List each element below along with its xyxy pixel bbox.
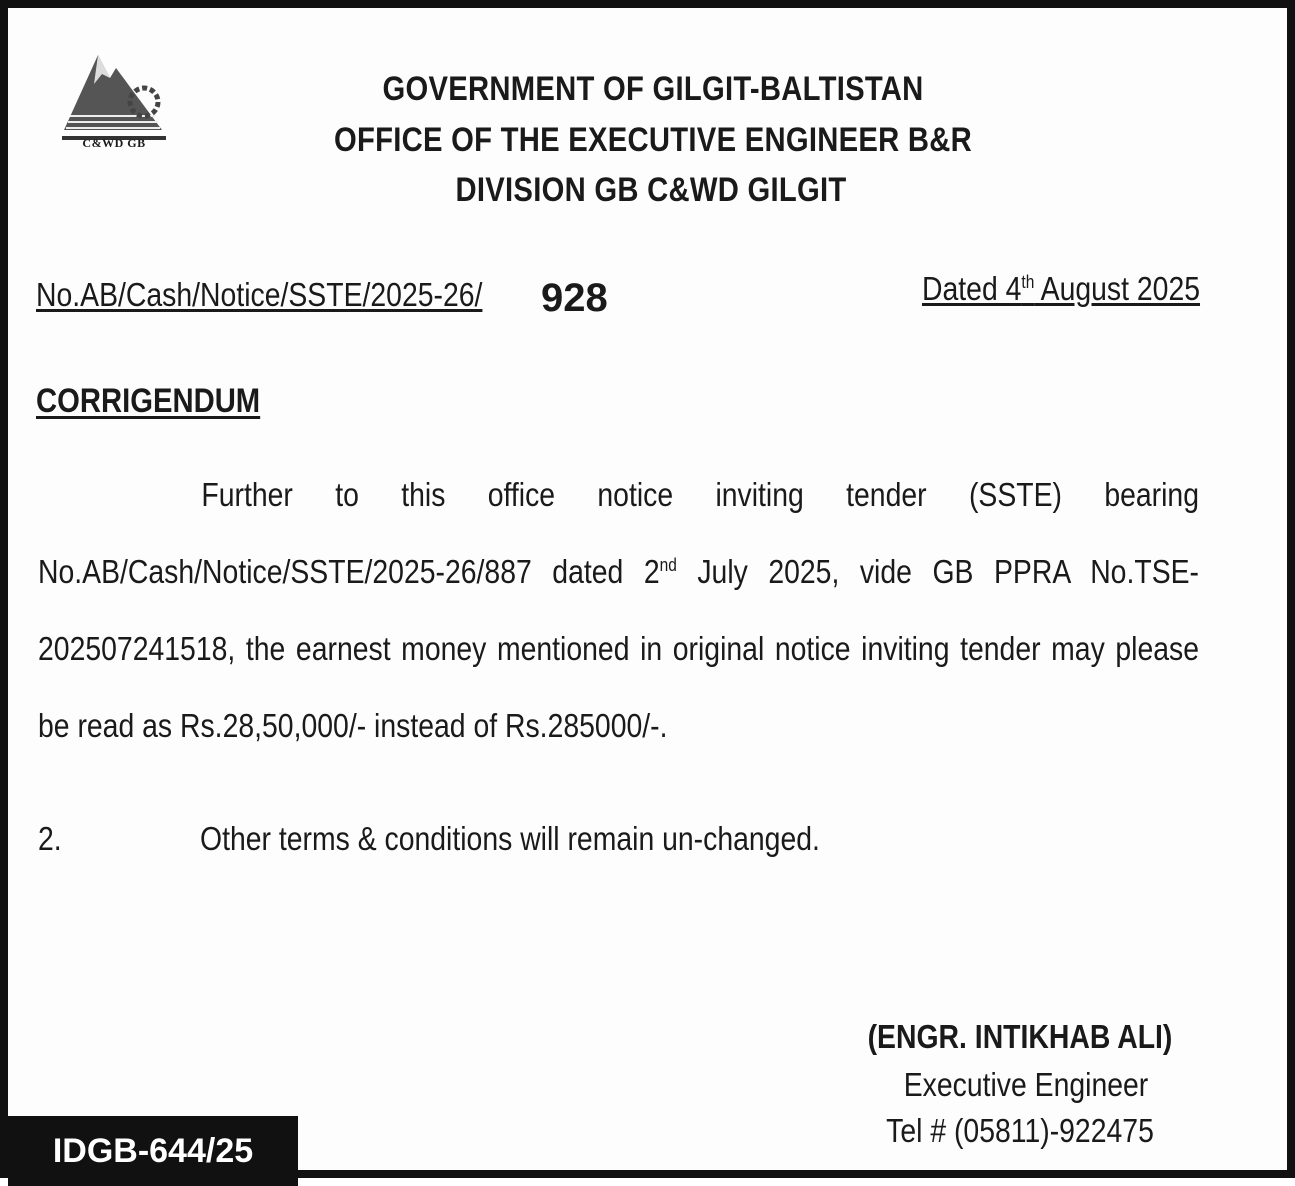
- reference-number: [36, 276, 608, 320]
- paragraph-part-1: Further to this office notice inviting tender (SSTE) bearing No.AB/Cash/Notice/SSTE/2025-26/887 dated 2: [38, 476, 1199, 590]
- signatory-name: (ENGR. INTIKHAB ALI): [867, 1018, 1173, 1055]
- mountain-gear-icon: [58, 50, 170, 140]
- reference-prefix: No.AB/Cash/Notice/SSTE/2025-26/: [36, 276, 483, 313]
- header-line-1: GOVERNMENT OF GILGIT-BALTISTAN: [382, 70, 924, 108]
- notice-date: [922, 270, 1249, 308]
- paragraph-part-2: July 2025, vide GB PPRA No.TSE-202507241518, the earnest money mentioned in original notice inviting tender may please be read as Rs.28,50,000/- instead of Rs.285000/-.: [38, 553, 1199, 744]
- header-line-2: OFFICE OF THE EXECUTIVE ENGINEER B&R: [333, 121, 973, 159]
- department-logo: [58, 50, 170, 170]
- logo-label: C&WD GB: [82, 136, 146, 150]
- date-pre: Dated 4: [922, 270, 1022, 307]
- document-title: CORRIGENDUM: [36, 382, 261, 420]
- signatory-telephone: Tel # (05811)-922475: [886, 1112, 1154, 1149]
- header-line-3: DIVISION GB C&WD GILGIT: [455, 171, 847, 209]
- reference-serial: 928: [541, 276, 608, 320]
- body-paragraph: [38, 456, 1199, 764]
- date-post: August 2025: [1034, 270, 1201, 307]
- date-sup: th: [1021, 272, 1035, 292]
- advertisement-id-badge: IDGB-644/25: [8, 1116, 298, 1186]
- point-number: 2.: [38, 820, 62, 857]
- signatory-designation: Executive Engineer: [903, 1066, 1149, 1103]
- point-text: Other terms & conditions will remain un-changed.: [200, 820, 820, 857]
- paragraph-sup: nd: [659, 555, 677, 575]
